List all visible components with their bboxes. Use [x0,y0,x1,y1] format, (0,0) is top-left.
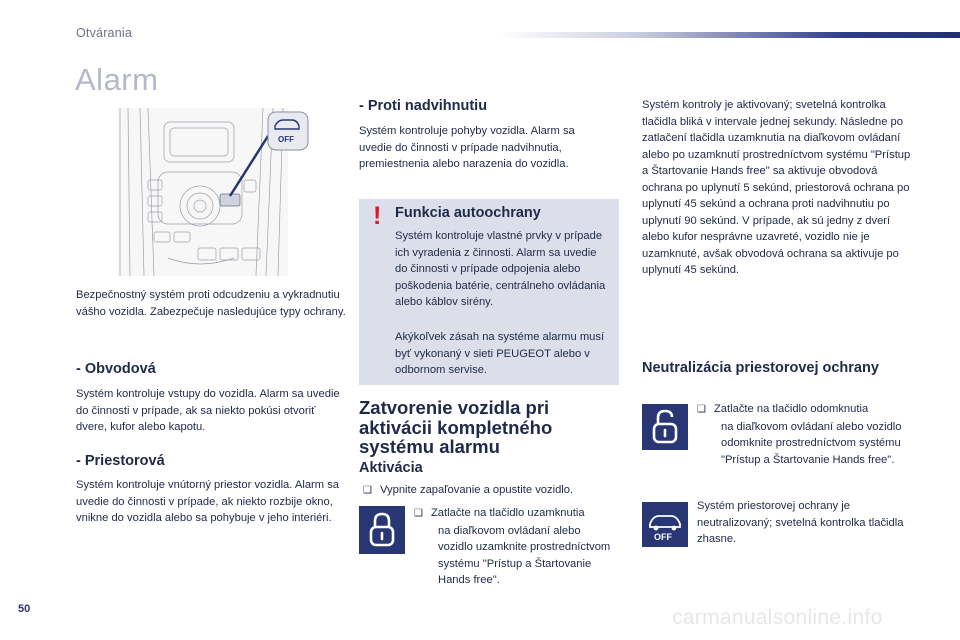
bullet-text: Vypnite zapaľovanie a opustite vozidlo. [379,484,574,496]
intro-text: Bezpečnostný systém proti odcudzeniu a vykradnutiu vášho vozidla. Zabezpečuje nasledujúce typy ochrany. [76,289,346,318]
neutralizacia-text: Systém priestorovej ochrany je neutralizovaný; svetelná kontrolka tlačidla zhasne. [697,500,904,545]
activation-description: Systém kontroly je aktivovaný; svetelná kontrolka tlačidla bliká v intervale jednej sekundy. Následne po zatlačení tlačidla uzamknutia na diaľkovom ovládaní alebo po uzamknutí prostredníctvom systému "Prístup a Štartovanie Hands free" sa aktivuje obvodová ochrana po uplynutí 5 sekúnd, priestorová ochrana po uplynutí 45 sekúnd a ochrana proti nadvihnutiu po uplynutí 90 sekúnd. V prípade, ak sú jedny z dverí alebo kufor nesprávne uzavreté, vozidlo nie je uzamknuté, avšak obvodová ochrana sa aktivuje po uplynutí 45 sekúnd. [642,99,911,276]
page-title: Alarm [75,62,159,97]
lock-icon-glyph [359,506,405,554]
bullet-text: Zatlačte na tlačidlo odomknutia [713,403,869,415]
obvodova-heading: - Obvodová [76,361,156,377]
warning-text-2: Akýkoľvek zásah na systéme alarmu musí byť vykonaný v sieti PEUGEOT alebo v odbornom servise. [395,331,605,376]
proti-text: Systém kontroluje pohyby vozidla. Alarm sa uvedie do činnosti v prípade nadvihnutia, premiestnenia alebo narazenia do vozidla. [359,125,575,170]
header-bar [500,32,960,38]
warning-box [359,199,619,385]
proti-heading: - Proti nadvihnutiu [359,98,488,114]
console-illustration [118,108,294,276]
section-label: Otvárania [76,26,132,40]
lock-icon [359,506,405,554]
priestorova-text: Systém kontroluje vnútorný priestor vozidla. Alarm sa uvedie do činnosti v prípade, ak niekto rozbije okno, vnikne do vozidla alebo sa pohybuje v jeho interiéri. [76,479,340,524]
bullet-continuation: na diaľkovom ovládaní alebo vozidlo odomknite prostredníctvom systému "Prístup a Štartovanie Hands free". [721,420,902,466]
bullet-icon: ❑ [697,404,706,415]
priestorova-heading: - Priestorová [76,453,165,469]
neutralizacia-bullet [697,401,907,468]
warning-heading: Funkcia autoochrany [395,205,541,221]
off-button-label: OFF [278,135,294,144]
console-drawing [118,108,294,276]
zatvorenie-heading: Zatvorenie vozidla pri aktivácii kompletného systému alarmu [359,397,553,457]
off-icon-label: OFF [654,532,672,542]
aktivacia-heading: Aktivácia [359,460,423,476]
obvodova-text: Systém kontroluje vstupy do vozidla. Alarm sa uvedie do činnosti v prípade, ak sa niekto pokúsi otvoriť dvere, kufor alebo kapotu. [76,388,340,433]
page-number: 50 [18,603,31,615]
unlock-icon-glyph [642,404,688,450]
aktivacia-bullet-2 [414,505,614,589]
warning-text-1: Systém kontroluje vlastné prvky v prípade ich vyradenia z činnosti. Alarm sa uvedie do činnosti v prípade odpojenia alebo poškodenia batérie, centrálneho ovládania alebo káblov sirény. [395,230,606,308]
watermark: carmanualsonline.info [672,606,883,629]
bullet-icon: ❑ [414,508,423,519]
aktivacia-bullet-1 [363,482,623,500]
warning-icon: ! [373,202,382,230]
bullet-text: Zatlačte na tlačidlo uzamknutia [430,507,585,519]
bullet-icon: ❑ [363,485,372,496]
unlock-icon [642,404,688,450]
alarm-off-icon [642,502,688,547]
bullet-continuation: na diaľkovom ovládaní alebo vozidlo uzamknite prostredníctvom systému "Prístup a Štartovanie Hands free". [438,524,611,586]
alarm-off-icon-glyph [642,502,688,547]
neutralizacia-heading: Neutralizácia priestorovej ochrany [642,360,879,376]
